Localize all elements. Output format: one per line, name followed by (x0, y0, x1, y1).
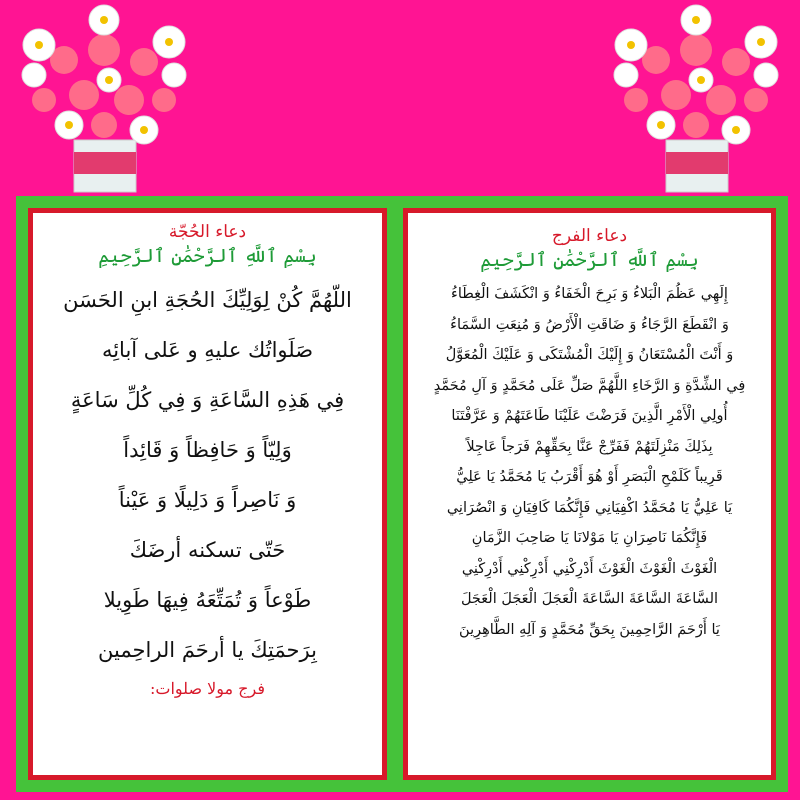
dua-line: الْغَوْثَ الْغَوْثَ الْغَوْثَ أَدْرِكْنِي أَدْرِكْنِي أَدْرِكْنِي (461, 560, 718, 577)
dua-line: قَرِيباً كَلَمْحِ الْبَصَرِ أَوْ هُوَ أَقْرَبُ يَا مُحَمَّدُ يَا عَلِيُّ (456, 469, 723, 485)
dua-line: وَ انْقَطَعَ الرَّجَاءُ وَ ضَاقَتِ الْأَرْضُ وَ مُنِعَتِ السَّمَاءُ (450, 316, 729, 333)
flower-vase-icon (4, 0, 204, 195)
panel-title: دعاء الفرج (551, 226, 628, 246)
dua-line: فِي الشِّدَّةِ وَ الرَّخَاءِ اللَّهُمَّ صَلِّ عَلَى مُحَمَّدٍ وَ آلِ مُحَمَّدٍ (433, 377, 746, 394)
dua-line: حَتّى تسكنه أرضَكَ (129, 538, 286, 562)
basmala: بِسْمِ ٱللَّهِ ٱلرَّحْمَٰنِ ٱلرَّحِيمِ (480, 249, 699, 271)
dua-line: وَ نَاصِراً وَ دَلِيلًا وَ عَيْناً (118, 488, 297, 512)
panel-dua-faraj (403, 208, 776, 780)
green-frame (16, 196, 788, 792)
dua-line: يَا أَرْحَمَ الرَّاحِمِينَ بِحَقِّ مُحَمَّدٍ وَ آلِهِ الطَّاهِرِينَ (459, 621, 720, 638)
panel-dua-hujjah (28, 208, 387, 780)
panel-content (33, 213, 382, 775)
dua-line: أُولِي الْأَمْرِ الَّذِينَ فَرَضْتَ عَلَيْنَا طَاعَتَهُمْ وَ عَرَّفْتَنَا (451, 408, 728, 424)
dua-line: إِلَهِي عَظُمَ الْبَلاءُ وَ بَرِحَ الْخَفَاءُ وَ انْكَشَفَ الْغِطَاءُ (451, 286, 728, 302)
panel-title: دعاء الحُجّة (168, 222, 247, 242)
flower-vase-icon (596, 0, 796, 195)
dua-line: طَوْعاً وَ تُمَتِّعَهُ فِيهَا طَوِيلا (103, 588, 312, 612)
dua-line: فِي هَذِهِ السَّاعَةِ وَ فِي كُلِّ سَاعَةٍ (70, 388, 345, 412)
dua-line: فَإِنَّكُمَا نَاصِرَانِ يَا مَوْلانَا يَا صَاحِبَ الزَّمَانِ (471, 530, 708, 546)
basmala: بِسْمِ ٱللَّهِ ٱلرَّحْمَٰنِ ٱلرَّحِيمِ (98, 245, 317, 267)
dua-line: وَلِيّاً وَ حَافِظاً وَ قَائِداً (123, 438, 292, 462)
dua-line: بِذَلِكَ مَنْزِلَتَهُمْ فَفَرِّجْ عَنَّا بِحَقِّهِمْ فَرَجاً عَاجِلاً (466, 438, 713, 455)
dua-line: السَّاعَةَ السَّاعَةَ السَّاعَةَ الْعَجَلَ الْعَجَلَ الْعَجَلَ (460, 591, 719, 607)
dua-line: وَ أَنْتَ الْمُسْتَعَانُ وَ إِلَيْكَ الْمُشْتَكَى وَ عَلَيْكَ الْمُعَوَّلُ (445, 347, 734, 363)
panel-footer: فرج مولا صلوات: (150, 679, 265, 698)
dua-line: يَا عَلِيُّ يَا مُحَمَّدُ اكْفِيَانِي فَإِنَّكُمَا كَافِيَانِ وَ انْصُرَانِي (446, 499, 733, 516)
dua-line: صَلَواتُك عليهِ و عَلى آبائِه (101, 338, 314, 362)
panel-content (408, 213, 771, 775)
dua-line: بِرَحمَتِكَ يا أرحَمَ الراحِمين (98, 638, 317, 662)
dua-line: اللّهُمَّ كُنْ لِوَلِيِّكَ الحُجَةِ ابنِ الحَسَن (63, 288, 352, 312)
